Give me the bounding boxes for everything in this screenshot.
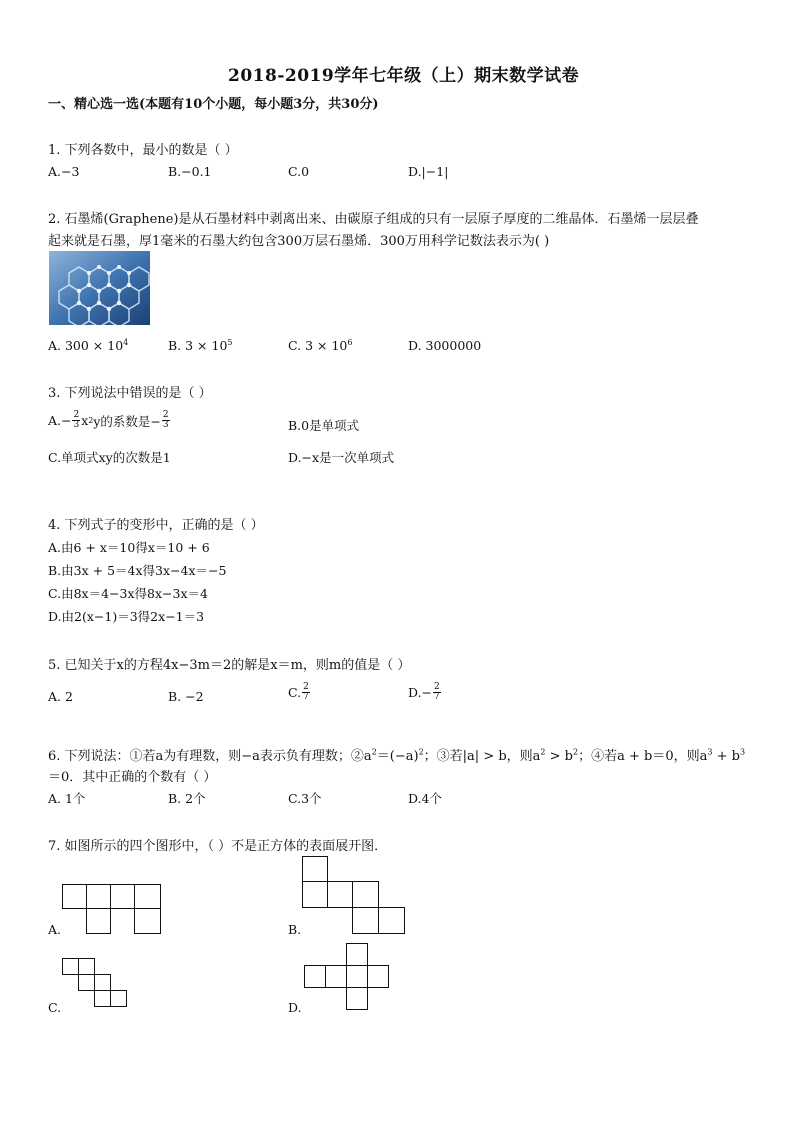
q7-label-d[interactable]: D. [288,1000,302,1015]
question-5: 5. 已知关于x的方程4x−3m＝2的解是x＝m，则m的值是（ ） [48,658,411,673]
q2-option-a[interactable]: A. $300 \times 10^4$ [48,338,129,354]
q2-option-b[interactable]: B. $3 \times 10^5$ [168,338,233,354]
fraction: $\frac{2}{3}$ [73,410,80,430]
q6-option-a[interactable]: A. 1个 [48,791,86,806]
q6-option-c[interactable]: C.3个 [288,791,322,806]
q4-option-d[interactable]: D.由2(x−1)＝3得2x−1＝3 [48,609,205,624]
fraction: $\frac{2}{3}$ [162,410,169,430]
q5-option-c[interactable]: C. $\frac{2}{7}$ [288,682,309,702]
question-3: 3. 下列说法中错误的是（ ） [48,386,212,401]
q3-option-b[interactable]: B.0是单项式 [288,418,360,433]
fraction: $\frac{2}{7}$ [434,682,440,702]
q7-label-a[interactable]: A. [48,922,62,937]
q1-option-a[interactable]: A.−3 [48,164,80,179]
section-heading: 一、精心选一选(本题有10个小题，每小题3分，共30分) [48,97,379,112]
q4-option-b[interactable]: B.由3x + 5＝4x得3x−4x＝−5 [48,563,227,578]
question-6-line-2: ＝0．其中正确的个数有（ ） [48,770,217,785]
q6-option-b[interactable]: B. 2个 [168,791,206,806]
question-2-line-2: 起来就是石墨，厚1毫米的石墨大约包含300万层石墨烯．300万用科学记数法表示为( ) [48,234,550,249]
q2-option-d[interactable]: D. 3000000 [408,338,482,353]
q1-option-d[interactable]: D.|−1| [408,164,449,179]
q5-option-a[interactable]: A. 2 [48,689,73,704]
q7-label-b[interactable]: B. [288,922,302,937]
fraction: $\frac{2}{7}$ [303,682,309,702]
question-6-line-1: 6. 下列说法：①若a为有理数，则−a表示负有理数；$②a^2=(-a)^2$；③若|a| > b，则$a^2 > b^2$；④若a + b＝0，则$a^3 + b^3$ [48,747,746,764]
graphene-image [49,251,150,325]
q5-option-b[interactable]: B. −2 [168,689,204,704]
q3-option-a[interactable]: A.− $\frac{2}{3}$ x 2 y的系数是− $\frac{2}{3}$ [48,410,169,430]
q6-option-d[interactable]: D.4个 [408,791,443,806]
q3-option-c[interactable]: C.单项式xy的次数是1 [48,450,171,465]
page-title: 2018-2019学年七年级（上）期末数学试卷 [228,66,580,86]
q1-option-c[interactable]: C.0 [288,164,310,179]
q4-option-c[interactable]: C.由8x＝4−3x得8x−3x＝4 [48,586,208,601]
q7-label-c[interactable]: C. [48,1000,62,1015]
question-7: 7. 如图所示的四个图形中，（ ）不是正方体的表面展开图． [48,839,388,854]
question-2-line-1: 2. 石墨烯(Graphene)是从石墨材料中剥离出来、由碳原子组成的只有一层原子厚度的二维晶体．石墨烯一层层叠 [48,212,699,227]
q2-option-c[interactable]: C. $3 \times 10^6$ [288,338,353,354]
q4-option-a[interactable]: A.由6 + x＝10得x＝10 + 6 [48,540,210,555]
question-4: 4. 下列式子的变形中，正确的是（ ） [48,518,264,533]
question-1: 1. 下列各数中，最小的数是（ ） [48,143,238,158]
q1-option-b[interactable]: B.−0.1 [168,164,212,179]
q3-option-d[interactable]: D.−x是一次单项式 [288,450,395,465]
q5-option-d[interactable]: D.− $\frac{2}{7}$ [408,682,440,702]
